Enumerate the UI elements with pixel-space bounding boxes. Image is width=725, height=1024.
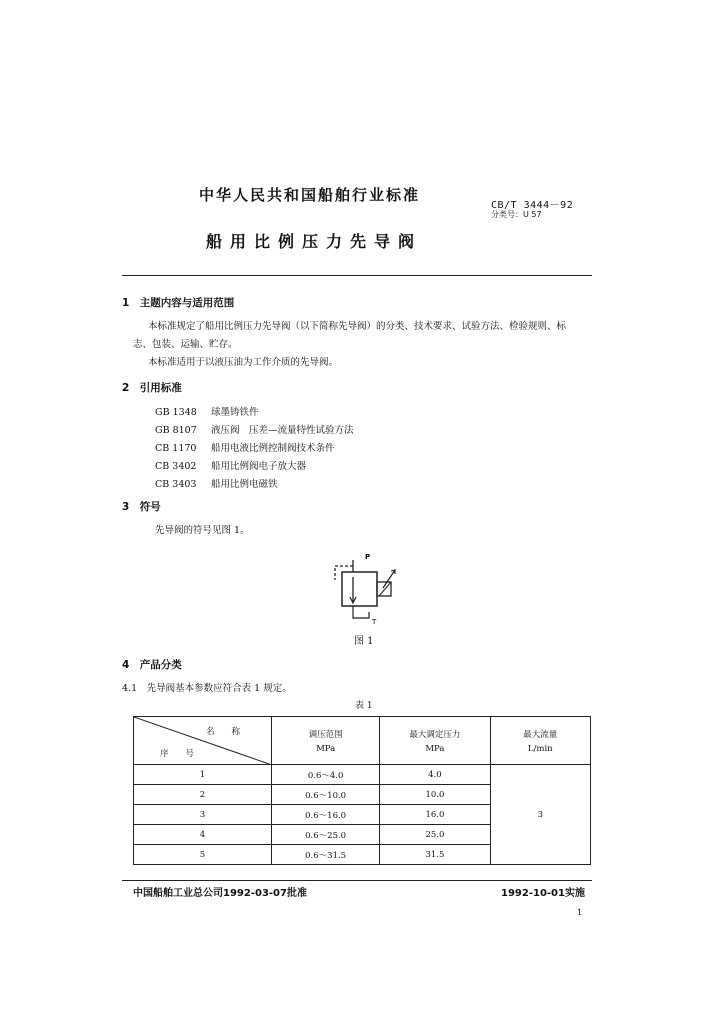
pilot-line	[335, 566, 353, 580]
standard-code: CB/T 3444－92	[491, 200, 574, 211]
table-row: 2 0.6～10.0 10.0	[134, 785, 591, 805]
section-3-heading: 3 符号	[122, 501, 161, 513]
section-3-text: 先导阀的符号见图 1。	[155, 525, 250, 536]
classification-code: 分类号：U 57	[491, 210, 542, 219]
flow-value-cell: 3	[490, 765, 590, 865]
section-1-para2: 本标准适用于以液压油为工作介质的先导阀。	[148, 357, 339, 368]
footer-rule	[122, 880, 592, 881]
header-range: 调压范围 MPa	[271, 717, 379, 765]
reference-item: CB 3402 船用比例阀电子放大器	[155, 461, 307, 472]
reference-item: GB 8107 液压阀 压差—流量特性试验方法	[155, 425, 354, 436]
reference-list	[155, 404, 354, 494]
section-1-para1-line2: 志、包装、运输、贮存。	[133, 339, 238, 350]
reference-item: GB 1348 球墨铸铁件	[155, 407, 259, 418]
section-1-heading: 1 主题内容与适用范围	[122, 297, 235, 309]
section-1-para1-line1: 本标准规定了船用比例压力先导阀（以下简称先导阀）的分类、技术要求、试验方法、检验规则、标	[148, 321, 567, 332]
document-title: 船用比例压力先导阀	[206, 232, 423, 251]
reference-item: CB 1170 船用电液比例控制阀技术条件	[155, 443, 335, 454]
diagonal-line	[134, 717, 272, 765]
section-4-heading: 4 产品分类	[122, 659, 182, 671]
header-max-pressure: 最大调定压力 MPa	[380, 717, 490, 765]
pilot-valve-symbol	[325, 550, 405, 630]
figure-caption: 图 1	[354, 636, 374, 647]
table-row: 5 0.6～31.5 31.5	[134, 845, 591, 865]
valve-body	[342, 572, 377, 606]
header-number-label: 序 号	[160, 749, 195, 759]
header-rule	[122, 275, 592, 276]
table-row: 3 0.6～16.0 16.0	[134, 805, 591, 825]
port-p-label: P	[365, 553, 371, 561]
table-header-row	[134, 717, 591, 765]
diagonal-header-cell	[134, 717, 272, 765]
standard-category-title: 中华人民共和国船舶行业标准	[199, 186, 421, 204]
section-4-1-text: 4.1 先导阀基本参数应符合表 1 规定。	[122, 683, 292, 694]
reference-item: CB 3403 船用比例电磁铁	[155, 479, 278, 490]
page-number: 1	[577, 908, 583, 917]
approval-line: 中国船舶工业总公司1992-03-07批准	[133, 888, 307, 899]
table-caption: 表 1	[355, 701, 373, 711]
port-t-label: T	[372, 618, 377, 626]
table-row: 4 0.6～25.0 25.0	[134, 825, 591, 845]
proportional-arrow	[383, 570, 395, 588]
header-name-label: 名 称	[206, 727, 241, 737]
header-max-flow: 最大流量 L/min	[490, 717, 590, 765]
table-row: 1 0.6～4.0 4.0 3	[134, 765, 591, 785]
port-t-line	[353, 606, 369, 618]
parameter-table	[133, 716, 591, 865]
effective-date: 1992-10-01实施	[501, 888, 585, 899]
section-2-heading: 2 引用标准	[122, 382, 182, 394]
